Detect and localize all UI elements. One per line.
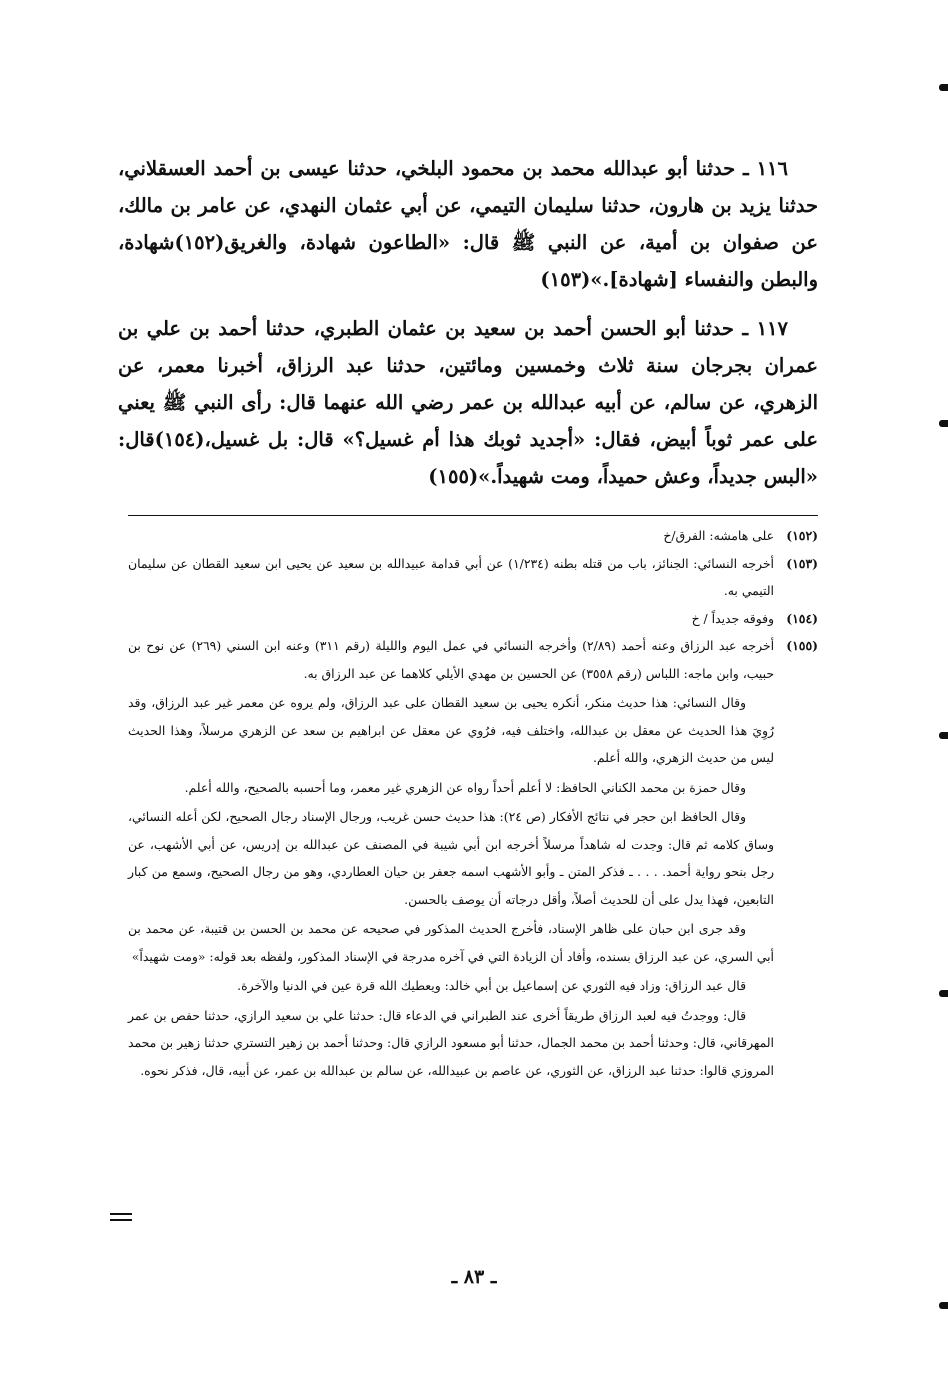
footnote-text: أخرجه عبد الرزاق وعنه أحمد (٢/٨٩) وأخرجه النسائي في عمل اليوم والليلة (رقم ٣١١) وعنه ابن السني (٢٦٩) عن نوح بن حبيب، وابن ماجه: اللباس (رقم ٣٥٥٨) عن الحسين بن مهدي الأيلي كلاهما عن عبد الرزاق به. <box>128 638 775 681</box>
footnote-paragraph: وقال النسائي: هذا حديث منكر، أنكره يحيى بن سعيد القطان على عبد الرزاق، ولم يروه عن معمر غير عبد الرزاق، وقد رُوِيَ هذا الحديث عن معقل بن عبدالله، واختلف فيه، فرُوي عن معقل عن ابراهيم بن سعد عن الزهري مرسلاً، وهذا الحديث ليس من حديث الزهري، والله أعلم. <box>128 695 774 765</box>
footnote-152 <box>128 522 818 550</box>
footnote-number: (١٥٣) <box>786 555 818 571</box>
footnote-text: أخرجه النسائي: الجنائز، باب من قتله بطنه (١/٢٣٤) عن أبي قدامة عبيدالله بن سعيد عن يحيى ابن سعيد القطان عن سليمان التيمي به. <box>128 555 774 598</box>
footnote-paragraph: وقال حمزة بن محمد الكناني الحافظ: لا أعلم أحداً رواه عن الزهري غير معمر، وما أحسبه بالصحيح، والله أعلم. <box>184 779 746 795</box>
footnote-number: (١٥٢) <box>786 528 818 543</box>
footnote-paragraph: قال عبد الرزاق: وزاد فيه الثوري عن إسماعيل بن أبي خالد: ويعطيك الله قرة عين في الدنيا والآخرة. <box>237 978 746 993</box>
footnotes <box>128 522 818 1084</box>
edge-mark <box>939 732 948 739</box>
page-number: ـ ٨٣ ـ <box>451 1266 497 1288</box>
main-text <box>118 150 818 507</box>
footnote-separator <box>128 515 818 516</box>
edge-mark <box>939 1302 948 1309</box>
hadith-116: ١١٦ ـ حدثنا أبو عبدالله محمد بن محمود البلخي، حدثنا عيسى بن أحمد العسقلاني، حدثنا يزيد بن هارون، حدثنا سليمان التيمي، عن أبي عثمان النهدي، عن عامر بن مالك، عن صفوان بن أمية، عن النبي ﷺ قال: «الطاعون شهادة، والغريق(١٥٢)شهادة، والبطن والنفساء [شهادة].»(١٥٣) <box>118 157 818 291</box>
footnote-paragraph: وقال الحافظ ابن حجر في نتائج الأفكار (ص ٢٤): هذا حديث حسن غريب، ورجال الإسناد رجال الصحيح، لكن أعله النسائي، وساق كلامه ثم قال: وجدت له شاهداً مرسلاً أخرجه ابن أبي شيبة في المصنف عن عبدالله بن إدريس، عن أبي الأشهب، عن رجل بنحو رواية أحمد. . . . ـ فذكر المتن ـ وأبو الأشهب اسمه جعفر بن حيان العطاردي، وهو من رجال الصحيح، وسمع من كبار التابعين، فهذا يدل على أن للحديث أصلاً، وأقل درجاته أن يوصف بالحسن. <box>128 809 774 907</box>
footnote-154 <box>128 605 818 633</box>
footnote-text: على هامشه: الفرق/خ <box>663 528 774 543</box>
footnote-paragraph: وقد جرى ابن حبان على ظاهر الإسناد، فأخرج الحديث المذكور في صحيحه عن محمد بن الحسن بن قتيبة، عن محمد بن أبي السري، عن عبد الرزاق بسنده، وأفاد أن الزيادة التي في آخره مدرجة في الإسناد المذكور، ولفظه بعد قوله: «ومت شهيداً» <box>128 921 774 964</box>
footnote-text: وفوقه جديداً / خ <box>691 610 774 626</box>
footnote-155 <box>128 632 818 1084</box>
margin-mark <box>110 1213 132 1225</box>
footnote-153 <box>128 550 818 605</box>
footnote-number: (١٥٤) <box>786 610 818 626</box>
edge-mark <box>939 420 948 427</box>
footnote-paragraph: قال: ووجدتُ فيه لعبد الرزاق طريقاً أخرى عند الطبراني في الدعاء قال: حدثنا علي بن سعيد الرازي، حدثنا حفص بن عمر المهرقاني، قال: وحدثنا أحمد بن محمد الجمال، حدثنا أبو مسعود الرازي قال: وحدثنا أحمد بن زهير التستري حدثنا زهير بن محمد المروزي قالوا: حدثنا عبد الرزاق، عن الثوري، عن عاصم بن عبيدالله، عن سالم بن عبدالله بن عمر، عن أبيه، قال، فذكر نحوه. <box>128 1007 774 1078</box>
hadith-117: ١١٧ ـ حدثنا أبو الحسن أحمد بن سعيد بن عثمان الطبري، حدثنا أحمد بن علي بن عمران بجرجان سنة ثلاث وخمسين ومائتين، حدثنا عبد الرزاق، أخبرنا معمر، عن الزهري، عن سالم، عن أبيه عبدالله بن عمر رضي الله عنهما قال: رأى النبي ﷺ يعني على عمر ثوباً أبيض، فقال: «أجديد ثوبك هذا أم غسيل؟» قال: بل غسيل،(١٥٤)قال: «البس جديداً، وعش حميداً، ومت شهيداً.»(١٥٥) <box>118 317 818 488</box>
edge-mark <box>939 84 948 91</box>
edge-mark <box>939 990 948 997</box>
footnote-number: (١٥٥) <box>786 638 818 653</box>
footnote-155-body <box>128 632 774 1084</box>
